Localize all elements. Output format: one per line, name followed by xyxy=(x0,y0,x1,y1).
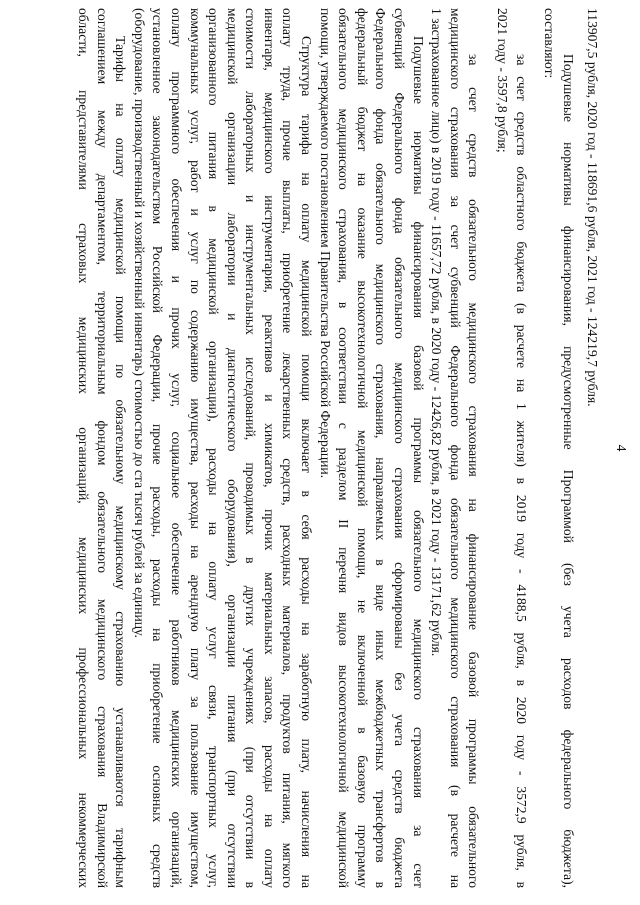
text-line: помощи, утверждаемого постановлением Правительства Российской Федерации. xyxy=(317,8,333,479)
text-line: составляют: xyxy=(542,8,558,79)
text-line: оплату труда, прочие выплаты, приобретение лекарственных средств, расходных материалов, продуктов питания, мягкого xyxy=(280,8,296,888)
text-line: Подушевые нормативы финансирования, предусмотренные Программой (без учета расходов федерального бюджета), xyxy=(560,54,576,888)
text-line: за счет средств областного бюджета (в расчете на 1 жителя) в 2019 году - 4188,5 рубля, в 2020 году - 3572,9 рубля, в xyxy=(513,54,529,888)
text-line: стоимости лабораторных и инструментальных исследований, проводимых в других учреждениях (при отсутствии в xyxy=(243,8,259,888)
text-line: установленное законодательством Российской Федерации, прочие расходы, расходы на приобретение основных средств xyxy=(150,8,166,888)
text-line: 2021 году - 3597,8 рубля; xyxy=(495,8,511,153)
text-line: коммунальных услуг, работ и услуг по содержанию имущества, расходы на арендную плату за пользование имуществом, xyxy=(187,8,203,888)
text-line: Структура тарифа на оплату медицинской помощи включает в себя расходы на заработную плату, начисления на xyxy=(299,36,315,888)
text-line: Подушевые нормативы финансирования базовой программы обязательного медицинского страхования за счет xyxy=(410,36,426,888)
text-line: медицинского страхования за счет субвенций Федерального фонда обязательного медицинского страхования (в расчете на xyxy=(447,8,463,888)
text-line: соглашением между департаментом, территориальным фондом обязательного медицинского страхования Владимирской xyxy=(94,8,110,888)
text-line: медицинской организации лаборатории и диагностического оборудования), организации питания (при отсутствии xyxy=(224,8,240,888)
text-line: за счет средств обязательного медицинского страхования на финансирование базовой программы обязательного xyxy=(466,54,482,888)
text-line: области, представителями страховых медицинских организаций, медицинских профессиональных некоммерческих xyxy=(75,8,91,888)
rotated-text-block xyxy=(60,8,630,888)
text-line: субвенций Федерального фонда обязательного медицинского страхования сформированы без учета средств бюджета xyxy=(392,8,408,888)
text-line: оплату программного обеспечения и прочих услуг, социальное обеспечение работников медицинских организаций, xyxy=(168,8,184,888)
text-line: обязательного медицинского страхования, в соответствии с разделом II перечня видов высокотехнологичной медицинской xyxy=(336,8,352,888)
text-line: инвентаря, медицинского инструментария, реактивов и химикатов, прочих материальных запасов, расходы на оплату xyxy=(261,8,277,888)
text-line: 113907,5 рубля, 2020 год - 118691,6 рубля, 2021 год - 124219,7 рубля. xyxy=(585,8,601,407)
text-line: (оборудование, производственный и хозяйственный инвентарь) стоимостью до ста тысяч рублей за единицу. xyxy=(131,8,147,638)
text-line: федеральный бюджет на оказание высокотехнологичной медицинской помощи, не включенной в базовую программу xyxy=(354,8,370,888)
text-line: Федерального фонда обязательного медицинского страхования, направляемых в виде иных межбюджетных трансфертов в xyxy=(373,8,389,888)
text-line: Тарифы на оплату медицинской помощи по обязательному медицинскому страхованию устанавливаются тарифным xyxy=(113,36,129,888)
text-line: 1 застрахованное лицо) в 2019 году - 11657,72 рубля, в 2020 году - 12426,82 рубля, в 2021 году - 13171,62 рубля. xyxy=(429,8,445,657)
page-number: 4 xyxy=(614,444,629,452)
text-line: организованного питания в медицинской организации), расходы на оплату услуг связи, транспортных услуг, xyxy=(206,8,222,888)
